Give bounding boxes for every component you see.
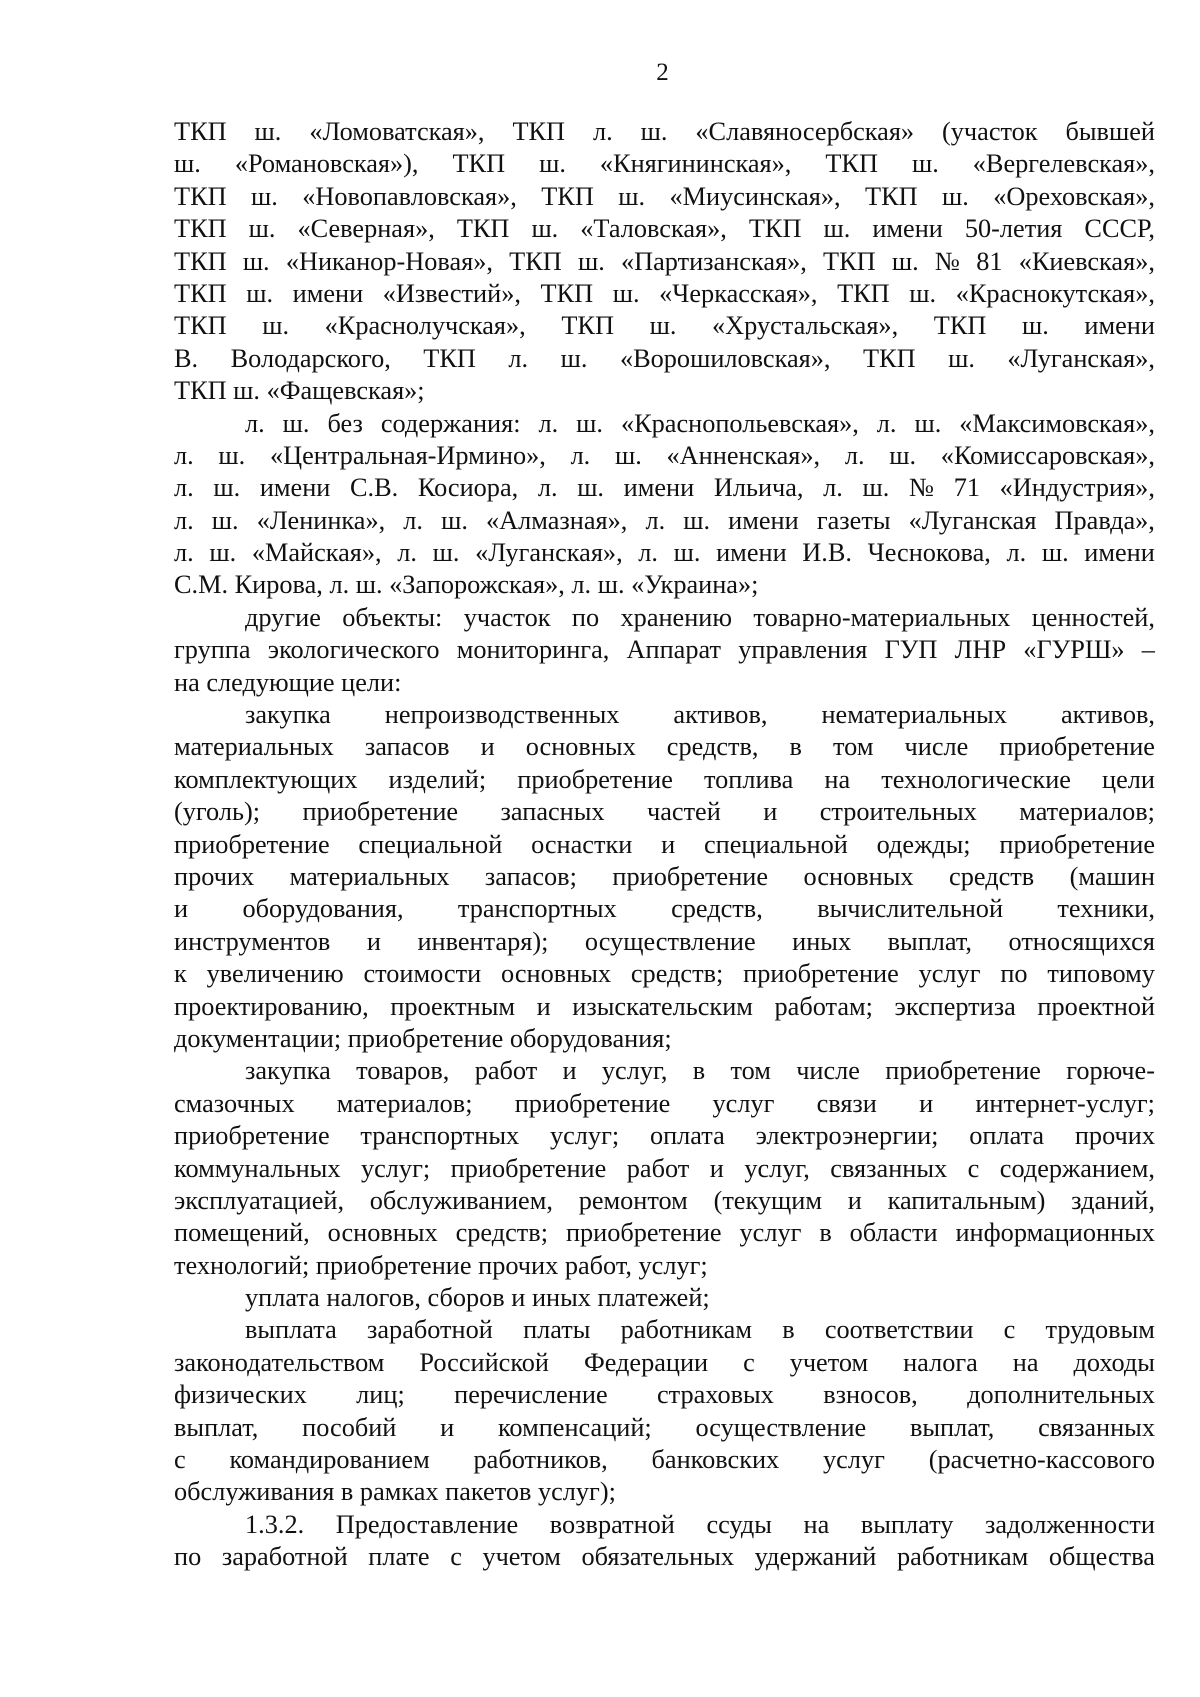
text-line: обслуживания в рамках пакетов услуг); — [174, 1477, 616, 1507]
text-line: по заработной плате с учетом обязательных удержаний работникам общества — [174, 1542, 1155, 1572]
text-line: законодательством Российской Федерации с учетом налога на доходы — [174, 1347, 1155, 1377]
text-line: с командированием работников, банковских услуг (расчетно-кассового — [174, 1445, 1155, 1475]
text-line: смазочных материалов; приобретение услуг связи и интернет-услуг; — [174, 1088, 1155, 1118]
text-line: выплат, пособий и компенсаций; осуществление выплат, связанных — [174, 1412, 1155, 1442]
text-line: ТКП ш. «Новопавловская», ТКП ш. «Миусинская», ТКП ш. «Ореховская», — [174, 181, 1155, 211]
text-line: ТКП ш. «Северная», ТКП ш. «Таловская», ТКП ш. имени 50-летия СССР, — [174, 214, 1155, 244]
text-line: материальных запасов и основных средств, в том числе приобретение — [174, 732, 1155, 762]
text-line: физических лиц; перечисление страховых взносов, дополнительных — [174, 1380, 1155, 1410]
text-line: помещений, основных средств; приобретение услуг в области информационных — [174, 1218, 1155, 1248]
text-line: ТКП ш. «Никанор-Новая», ТКП ш. «Партизанская», ТКП ш. № 81 «Киевская», — [174, 246, 1155, 276]
text-line: л. ш. без содержания: л. ш. «Краснопольевская», л. ш. «Максимовская», — [245, 408, 1155, 438]
text-line: закупка непроизводственных активов, нематериальных активов, — [245, 700, 1155, 730]
text-line: другие объекты: участок по хранению товарно-материальных ценностей, — [245, 602, 1155, 632]
text-line: ТКП ш. «Ломоватская», ТКП л. ш. «Славяносербская» (участок бывшей — [174, 117, 1155, 146]
text-line: л. ш. «Центральная-Ирмино», л. ш. «Анненская», л. ш. «Комиссаровская», — [174, 440, 1155, 470]
text-line: коммунальных услуг; приобретение работ и услуг, связанных с содержанием, — [174, 1153, 1155, 1183]
text-line: 1.3.2. Предоставление возвратной ссуды на выплату задолженности — [245, 1509, 1155, 1539]
text-line: уплата налогов, сборов и иных платежей; — [245, 1283, 710, 1313]
text-line: проектированию, проектным и изыскательским работам; экспертиза проектной — [174, 991, 1155, 1021]
text-line: инструментов и инвентаря); осуществление иных выплат, относящихся — [174, 926, 1155, 956]
text-line: группа экологического мониторинга, Аппарат управления ГУП ЛНР «ГУРШ» – — [174, 635, 1155, 665]
text-line: В. Володарского, ТКП л. ш. «Ворошиловская», ТКП ш. «Луганская», — [174, 343, 1155, 373]
text-line: (уголь); приобретение запасных частей и строительных материалов; — [174, 797, 1155, 827]
text-line: ТКП ш. «Фащевская»; — [174, 376, 425, 406]
page-number: 2 — [656, 59, 669, 86]
text-line: к увеличению стоимости основных средств; приобретение услуг по типовому — [174, 959, 1155, 989]
text-line: закупка товаров, работ и услуг, в том числе приобретение горюче- — [245, 1056, 1155, 1086]
text-line: и оборудования, транспортных средств, вычислительной техники, — [174, 894, 1155, 924]
text-line: приобретение специальной оснастки и специальной одежды; приобретение — [174, 829, 1155, 859]
text-line: ТКП ш. «Краснолучская», ТКП ш. «Хрустальская», ТКП ш. имени — [174, 311, 1155, 341]
text-line: л. ш. «Ленинка», л. ш. «Алмазная», л. ш. имени газеты «Луганская Правда», — [174, 505, 1155, 535]
text-line: л. ш. имени С.В. Косиора, л. ш. имени Ильича, л. ш. № 71 «Индустрия», — [174, 473, 1155, 503]
document-body — [174, 116, 1155, 1574]
text-line: документации; приобретение оборудования; — [174, 1023, 672, 1053]
text-line: ш. «Романовская»), ТКП ш. «Княгининская», ТКП ш. «Вергелевская», — [174, 149, 1155, 179]
text-line: выплата заработной платы работникам в соответствии с трудовым — [245, 1315, 1155, 1345]
text-line: эксплуатацией, обслуживанием, ремонтом (текущим и капитальным) зданий, — [174, 1185, 1155, 1215]
text-line: прочих материальных запасов; приобретение основных средств (машин — [174, 861, 1155, 891]
text-line: на следующие цели: — [174, 667, 402, 697]
text-line: технологий; приобретение прочих работ, услуг; — [174, 1250, 708, 1280]
text-line: приобретение транспортных услуг; оплата электроэнергии; оплата прочих — [174, 1121, 1155, 1151]
text-line: комплектующих изделий; приобретение топлива на технологические цели — [174, 764, 1155, 794]
text-line: ТКП ш. имени «Известий», ТКП ш. «Черкасская», ТКП ш. «Краснокутская», — [174, 278, 1155, 308]
text-line: л. ш. «Майская», л. ш. «Луганская», л. ш. имени И.В. Чеснокова, л. ш. имени — [174, 538, 1155, 568]
text-line: С.М. Кирова, л. ш. «Запорожская», л. ш. «Украина»; — [174, 570, 759, 600]
